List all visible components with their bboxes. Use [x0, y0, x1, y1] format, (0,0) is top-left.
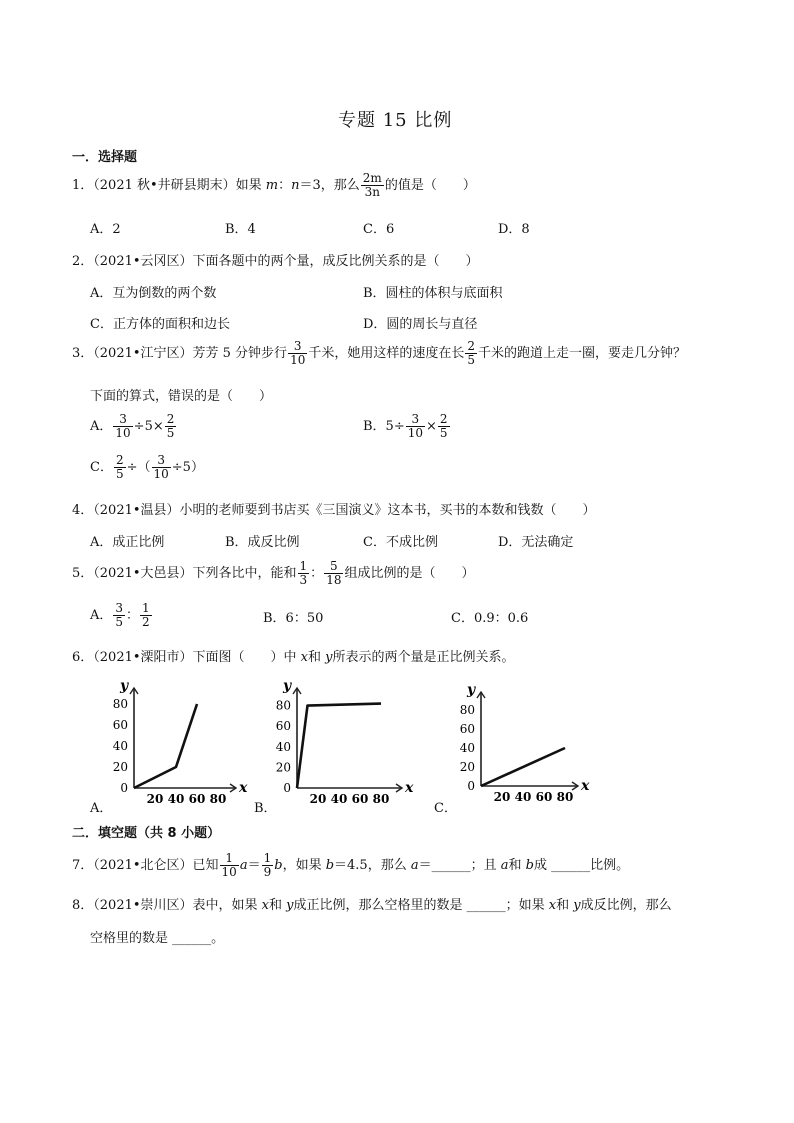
question-6: 6．（2021•溧阳市）下面图（ ）中 x和 y所表示的两个量是正比例关系。: [72, 650, 515, 665]
x-tick-label: 60: [188, 792, 206, 806]
chart-b-group: [276, 678, 414, 806]
q6-option-b: B．: [254, 801, 277, 816]
q2-option-a: A．互为倒数的两个数: [90, 286, 217, 301]
q5-option-a: A． $\frac{3}{5}$ ： $\frac{1}{2}$: [90, 601, 150, 629]
y-tick-label: 40: [112, 739, 128, 753]
q5-option-b: B．6：50: [263, 611, 324, 626]
data-line: [481, 748, 565, 786]
y-axis-label: y: [467, 682, 476, 698]
y-tick-label: 40: [459, 741, 475, 755]
x-tick-label: 80: [556, 790, 574, 804]
x-tick-label: 20: [146, 792, 164, 806]
question-3: 3．（2021•江宁区）芳芳 5 分钟步行 $\frac{3}{10}$ 千米，她用这样的速度在长 $\frac{2}{5}$ 千米的跑道上走一圈，要走几分钟？: [72, 339, 687, 367]
q5-option-c: C．0.9：0.6: [451, 611, 529, 626]
section-heading-fill: 二．填空题（共 8 小题）: [72, 826, 221, 841]
question-1: 1．（2021 秋•井研县期末）如果 m：n＝3，那么 $\frac{2m}{3n}$ 的值是（ ）: [72, 171, 476, 199]
chart-a-group: [113, 678, 248, 806]
page-title: 专题 15 比例: [338, 110, 453, 131]
x-axis-label: x: [405, 780, 414, 796]
x-tick-label: 20: [309, 792, 327, 806]
y-tick-label: 20: [112, 760, 128, 774]
graph-c: [430, 678, 600, 808]
q1-option-b: B．4: [225, 222, 256, 237]
y-tick-label: 60: [112, 718, 128, 732]
x-tick-label: 60: [351, 792, 369, 806]
y-axis-label: y: [120, 678, 129, 694]
q3-option-a: A． $\frac{3}{10}$ ÷5× $\frac{2}{5}$: [90, 412, 175, 440]
graph-b: [252, 672, 422, 810]
question-7: 7．（2021•北仑区）已知 $\frac{1}{10}$ a＝ $\frac{1}{9}$ b，如果 b＝4.5，那么 a＝______；且 a和 b成 ______比例。: [72, 851, 630, 879]
q4-option-b: B．成反比例: [225, 535, 300, 550]
fraction: $\frac{2m}{3n}$: [362, 171, 382, 199]
q4-option-d: D．无法确定: [498, 535, 574, 550]
data-line: [134, 704, 197, 788]
graph-a: [86, 668, 256, 810]
q1-option-d: D．8: [498, 222, 530, 237]
q4-option-a: A．成正比例: [90, 535, 165, 550]
question-8-line2: 空格里的数是 ______。: [90, 931, 225, 946]
q3-option-b: B．5÷ $\frac{3}{10}$ × $\frac{2}{5}$: [363, 412, 448, 440]
y-tick-label: 80: [275, 698, 291, 713]
x-tick-label: 40: [330, 792, 348, 806]
q1-option-a: A．2: [90, 222, 121, 237]
q3-option-c: C． $\frac{2}{5}$ ÷（ $\frac{3}{10}$ ÷5）: [90, 453, 204, 481]
y-tick-label: 80: [112, 697, 128, 711]
y-tick-label: 20: [459, 760, 475, 774]
q2-option-d: D．圆的周长与直径: [363, 317, 478, 332]
y-tick-label: 20: [275, 760, 291, 775]
x-axis-label: x: [239, 780, 248, 796]
x-tick-label: 40: [514, 790, 532, 804]
y-tick-label: 0: [467, 779, 475, 793]
y-axis-label: y: [283, 678, 292, 694]
section-heading-choice: 一．选择题: [72, 150, 138, 165]
y-tick-label: 0: [283, 781, 291, 795]
y-tick-label: 60: [459, 722, 475, 736]
question-2: 2．（2021•云冈区）下面各题中的两个量，成反比例关系的是（ ）: [72, 254, 479, 269]
x-tick-label: 40: [167, 792, 185, 806]
x-tick-label: 20: [493, 790, 511, 804]
chart-c-group: [460, 682, 590, 804]
q1-option-c: C．6: [363, 222, 395, 237]
y-tick-label: 0: [120, 781, 128, 795]
y-tick-label: 40: [275, 739, 291, 754]
x-tick-label: 80: [209, 792, 227, 806]
question-8: 8．（2021•崇川区）表中，如果 x和 y成正比例，那么空格里的数是 ______；如果 x和 y成反比例，那么: [72, 898, 672, 913]
y-tick-label: 60: [275, 719, 291, 734]
x-axis-label: x: [581, 778, 590, 794]
q2-option-c: C．正方体的面积和边长: [90, 317, 230, 332]
x-tick-label: 60: [535, 790, 553, 804]
question-5: 5．（2021•大邑县）下列各比中，能和 $\frac{1}{3}$ ： $\frac{5}{18}$ 组成比例的是（ ）: [72, 559, 475, 587]
q4-option-c: C．不成比例: [363, 535, 438, 550]
x-tick-label: 80: [372, 792, 390, 806]
question-4: 4．（2021•温县）小明的老师要到书店买《三国演义》这本书，买书的本数和钱数（ ）: [72, 503, 596, 518]
q6-option-a: A．: [90, 801, 113, 816]
y-tick-label: 80: [459, 703, 475, 717]
question-3-line2: 下面的算式，错误的是（ ）: [90, 389, 273, 404]
q6-option-c: C．: [434, 801, 457, 816]
q2-option-b: B．圆柱的体积与底面积: [363, 286, 503, 301]
data-line: [297, 704, 381, 788]
